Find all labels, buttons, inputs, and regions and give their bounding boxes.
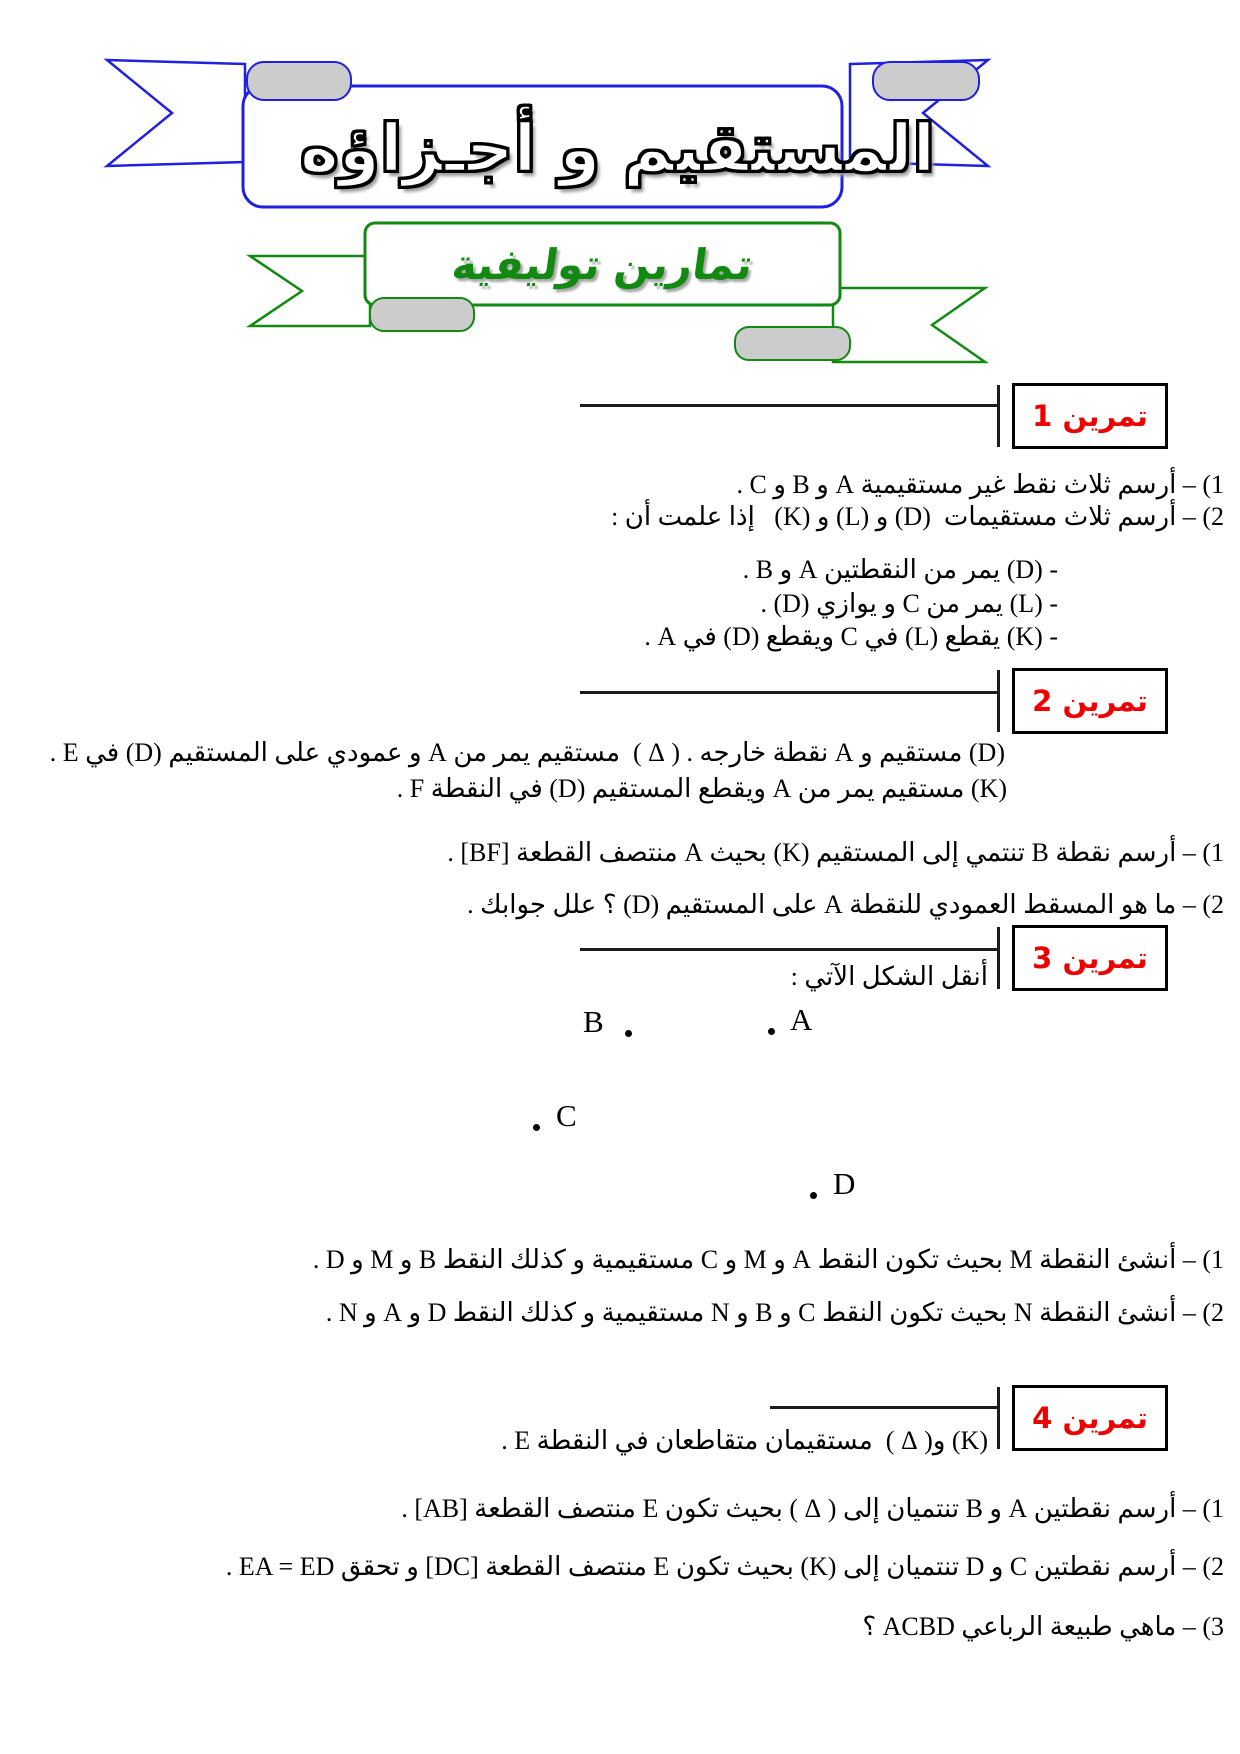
green-curl-left — [370, 298, 474, 331]
ribbon-curl-left — [247, 62, 351, 100]
exercise-3-rule-tick — [997, 927, 1000, 989]
exercise-4-label-box — [1012, 1385, 1168, 1451]
exercise-2-question: 2) – ما هو المسقط العمودي للنقطة A على المستقيم (D) ؟ علل جوابك . — [467, 890, 1224, 919]
exercise-3-intro-line: أنقل الشكل الآتي : — [790, 962, 988, 991]
exercise-4-intro-line: (K) و( Δ ) مستقيمان متقاطعان في النقطة E . — [501, 1426, 988, 1455]
ribbon-curl-right — [873, 62, 979, 100]
exercise-3-rule — [580, 948, 997, 951]
exercise-2-intro-line: (D) مستقيم و A نقطة خارجه . ( Δ ) مستقيم يمر من A و عمودي على المستقيم (D) في E . — [49, 738, 1005, 767]
exercise-2-label-box — [1012, 668, 1168, 734]
ribbon-left-tail — [107, 60, 245, 166]
exercise-4-label: تمرين 4 — [1032, 1401, 1148, 1435]
exercise-1-rule — [580, 404, 997, 407]
exercise-1-bullet: - (D) يمر من النقطتين A و B . — [742, 555, 1058, 584]
exercise-2-question: 1) – أرسم نقطة B تنتمي إلى المستقيم (K) بحيث A منتصف القطعة [BF] . — [447, 838, 1224, 867]
green-right-tail — [833, 288, 985, 362]
green-curl-right — [735, 327, 850, 360]
exercise-2-label: تمرين 2 — [1032, 684, 1148, 718]
point-label-C: C — [556, 1098, 577, 1133]
exercise-3-question: 1) – أنشئ النقطة M بحيث تكون النقط A و M و C مستقيمية و كذلك النقط B و M و D . — [312, 1245, 1224, 1274]
point-dot-B — [625, 1030, 632, 1037]
exercise-1-label-box — [1012, 383, 1168, 449]
exercise-1-bullet: - (L) يمر من C و يوازي (D) . — [760, 589, 1058, 618]
exercise-3-label: تمرين 3 — [1032, 941, 1148, 975]
exercise-1-label: تمرين 1 — [1032, 399, 1148, 433]
exercise-4-rule-tick — [997, 1387, 1000, 1449]
point-label-A: A — [790, 1002, 813, 1037]
exercise-4-rule — [770, 1406, 997, 1409]
exercise-2-intro-line: (K) مستقيم يمر من A ويقطع المستقيم (D) في النقطة F . — [396, 774, 1007, 803]
page-subtitle: تمارين توليفية — [449, 239, 756, 289]
page-title: المستقيم و أجـزاؤه — [299, 109, 936, 187]
point-label-B: B — [583, 1004, 604, 1039]
exercise-1-item: 2) – أرسم ثلاث مستقيمات (D) و (L) و (K) إذا علمت أن : — [611, 502, 1224, 531]
exercise-4-question: 3) – ماهي طبيعة الرباعي ACBD ؟ — [862, 1612, 1224, 1641]
exercise-1-bullet: - (K) يقطع (L) في C ويقطع (D) في A . — [644, 622, 1058, 651]
exercise-4-question: 2) – أرسم نقطتين C و D تنتميان إلى (K) بحيث تكون E منتصف القطعة [DC] و تحقق EA = ED . — [225, 1552, 1224, 1581]
point-dot-C — [533, 1124, 540, 1131]
point-dot-D — [810, 1192, 817, 1199]
point-label-D: D — [833, 1166, 856, 1201]
exercise-3-label-box — [1012, 925, 1168, 991]
green-left-tail — [250, 256, 370, 326]
exercise-3-question: 2) – أنشئ النقطة N بحيث تكون النقط C و B و N مستقيمية و كذلك النقط D و A و N . — [325, 1298, 1224, 1327]
exercise-2-rule — [580, 691, 997, 694]
exercise-1-rule-tick — [997, 385, 1000, 447]
exercise-4-question: 1) – أرسم نقطتين A و B تنتميان إلى ( Δ ) بحيث تكون E منتصف القطعة [AB] . — [401, 1494, 1224, 1523]
point-dot-A — [768, 1028, 775, 1035]
exercise-2-rule-tick — [997, 670, 1000, 732]
exercise-1-item: 1) – أرسم ثلاث نقط غير مستقيمية A و B و C . — [736, 470, 1224, 499]
